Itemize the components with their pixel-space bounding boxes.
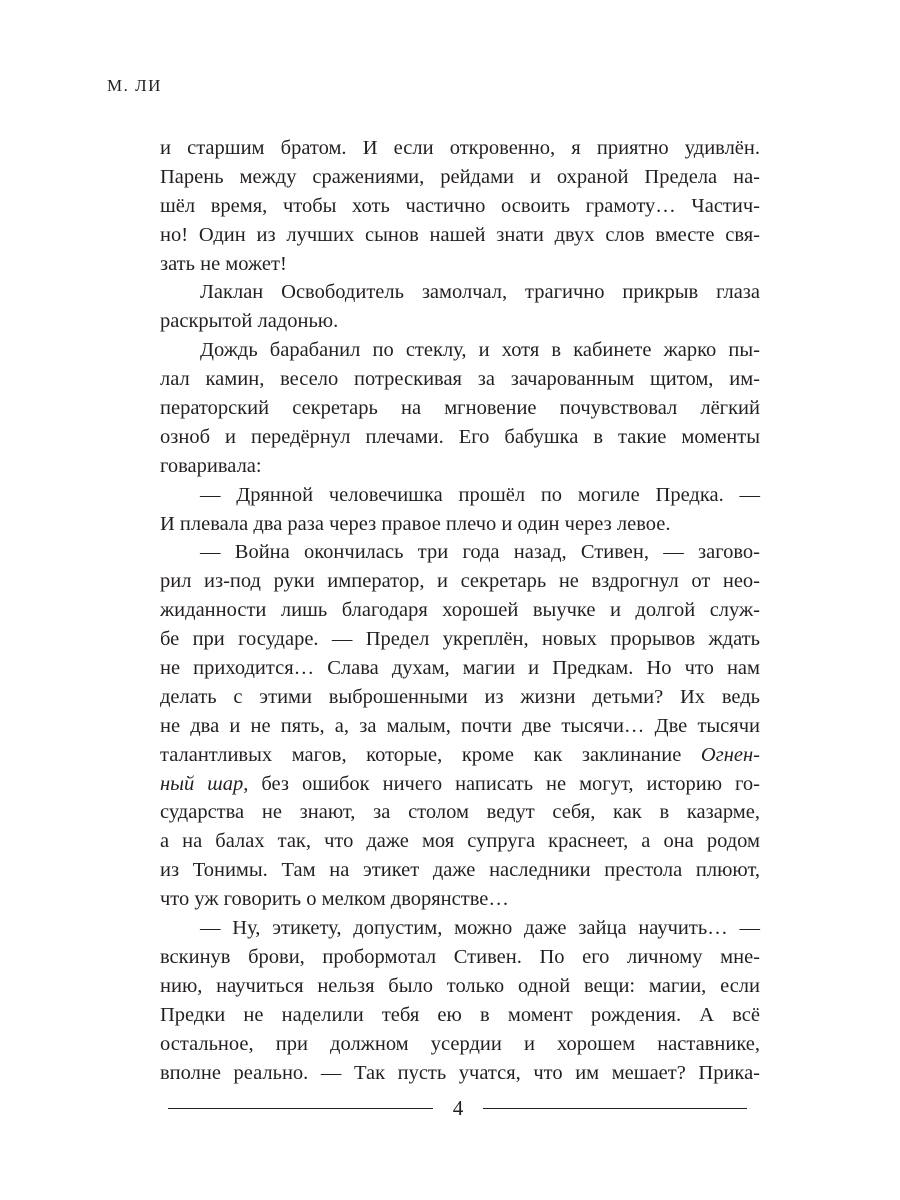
line-text: — Дрянной человечишка прошёл по могиле Предка. — xyxy=(200,483,760,506)
text-line xyxy=(160,914,760,943)
text-line xyxy=(160,452,760,481)
line-text: вскинув брови, пробормотал Стивен. По его личному мне- xyxy=(160,945,760,968)
text-line xyxy=(160,798,760,827)
text-line xyxy=(160,712,760,741)
line-text: не приходится… Слава духам, магии и Предкам. Но что нам xyxy=(160,657,760,680)
text-line xyxy=(160,250,760,279)
italic-text: Огнен- xyxy=(700,743,760,766)
line-text: — Ну, этикету, допустим, можно даже зайца научить… — xyxy=(200,917,760,940)
line-text: Парень между сражениями, рейдами и охраной Предела на- xyxy=(160,165,760,188)
page-footer xyxy=(0,1094,900,1124)
page-number: 4 xyxy=(452,1096,464,1120)
text-line xyxy=(160,943,760,972)
footer-rule-left xyxy=(168,1108,433,1109)
line-text: остальное, при должном усердии и хорошем наставнике, xyxy=(160,1032,760,1055)
text-line xyxy=(160,394,760,423)
text-line xyxy=(160,481,760,510)
line-text: сударства не знают, за столом ведут себя, как в казарме, xyxy=(160,801,760,824)
line-text: жиданности лишь благодаря хорошей выучке и долгой служ- xyxy=(160,599,760,622)
line-text: — Война окончилась три года назад, Стивен, — загово- xyxy=(200,541,760,564)
line-text: бе при государе. — Предел укреплён, новых прорывов ждать xyxy=(160,628,760,651)
text-line xyxy=(160,510,760,539)
line-text: Лаклан Освободитель замолчал, трагично прикрыв глаза xyxy=(200,281,760,304)
text-line xyxy=(160,1059,760,1088)
line-text: говаривала: xyxy=(160,454,262,477)
text-line xyxy=(160,596,760,625)
text-line xyxy=(160,221,760,250)
line-text: делать с этими выброшенными из жизни детьми? Их ведь xyxy=(160,685,760,708)
text-line xyxy=(160,423,760,452)
text-line xyxy=(160,741,760,770)
body-text xyxy=(160,134,760,1087)
line-text: озноб и передёрнул плечами. Его бабушка в такие моменты xyxy=(160,425,760,448)
text-line xyxy=(160,567,760,596)
line-text: шёл время, чтобы хоть частично освоить грамоту… Частич- xyxy=(160,194,760,217)
text-line xyxy=(160,307,760,336)
running-head: М. ЛИ xyxy=(107,76,162,95)
line-text: из Тонимы. Там на этикет даже наследники престола плюют, xyxy=(160,859,760,882)
line-text: нию, научиться нельзя было только одной вещи: магии, если xyxy=(160,974,760,997)
line-text: И плевала два раза через правое плечо и один через левое. xyxy=(160,512,671,535)
line-text: рил из-под руки император, и секретарь не вздрогнул от нео- xyxy=(160,570,760,593)
line-text: что уж говорить о мелком дворянстве… xyxy=(160,888,509,911)
text-line xyxy=(160,134,760,163)
text-line xyxy=(160,365,760,394)
line-text: , без ошибок ничего написать не могут, историю го- xyxy=(243,772,760,795)
line-text: лал камин, весело потрескивая за зачарованным щитом, им- xyxy=(160,368,760,391)
line-text: раскрытой ладонью. xyxy=(160,310,339,333)
line-text: ператорский секретарь на мгновение почувствовал лёгкий xyxy=(160,397,760,420)
text-line xyxy=(160,625,760,654)
text-line xyxy=(160,336,760,365)
line-text: зать не может! xyxy=(160,252,287,275)
line-text: Предки не наделили тебя ею в момент рождения. А всё xyxy=(160,1003,760,1026)
text-line xyxy=(160,972,760,1001)
text-line xyxy=(160,683,760,712)
text-line xyxy=(160,827,760,856)
line-text: вполне реально. — Так пусть учатся, что им мешает? Прика- xyxy=(160,1061,760,1084)
text-line xyxy=(160,1030,760,1059)
text-line xyxy=(160,885,760,914)
text-line xyxy=(160,163,760,192)
line-text: не два и не пять, а, за малым, почти две тысячи… Две тысячи xyxy=(160,714,760,737)
footer-rule-right xyxy=(483,1108,747,1109)
line-text: Дождь барабанил по стеклу, и хотя в кабинете жарко пы- xyxy=(200,339,760,362)
text-line xyxy=(160,856,760,885)
text-line xyxy=(160,278,760,307)
italic-text: ный шар xyxy=(160,772,244,795)
text-line xyxy=(160,192,760,221)
text-line xyxy=(160,1001,760,1030)
text-line xyxy=(160,654,760,683)
line-text: и старшим братом. И если откровенно, я приятно удивлён. xyxy=(160,137,760,159)
line-text: а на балах так, что даже моя супруга краснеет, а она родом xyxy=(160,830,760,853)
line-text: талантливых магов, которые, кроме как заклинание xyxy=(160,743,701,766)
text-line xyxy=(160,770,760,799)
text-line xyxy=(160,538,760,567)
line-text: но! Один из лучших сынов нашей знати двух слов вместе свя- xyxy=(160,223,760,246)
